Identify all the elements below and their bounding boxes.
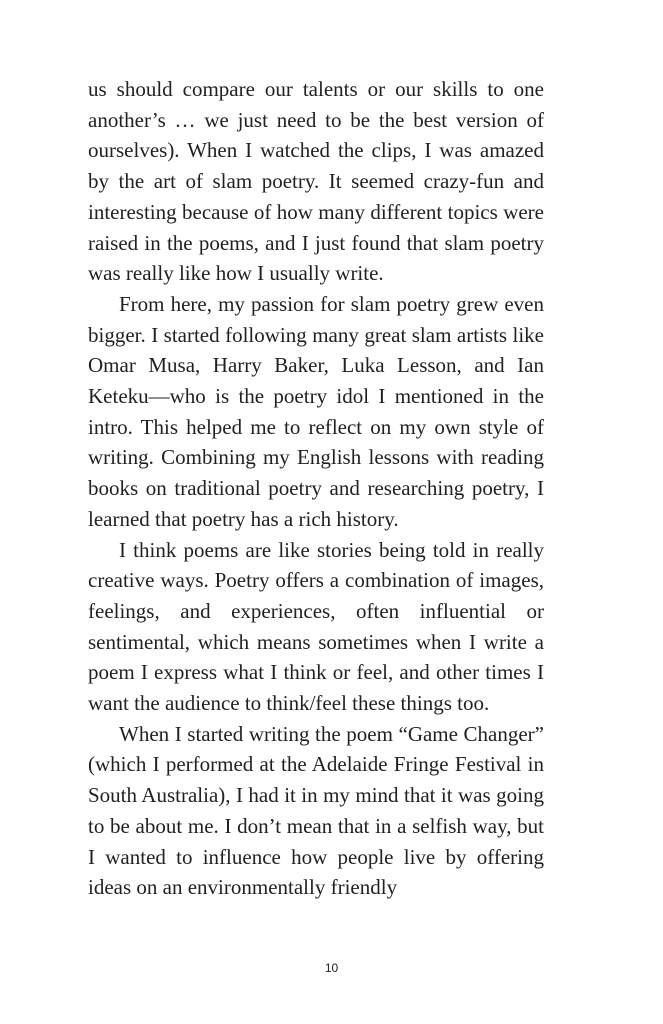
paragraph-stories: I think poems are like stories being told in really creative ways. Poetry offers a combination of images, feelings, and experiences, often influential or sentimental, which means sometimes when I write a poem I express what I think or feel, and other times I want the audience to think/feel these things too. [88,537,544,716]
paragraph-passion: From here, my passion for slam poetry grew even bigger. I started following many great slam artists like Omar Musa, Harry Baker, Luka Lesson, and Ian Keteku—who is the poetry idol I mentioned in the intro. This helped me to reflect on my own style of writing. Combining my English lessons with reading books on traditional poetry and researching poetry, I learned that poetry has a rich history. [88,291,544,531]
page-number: 10 [324,961,339,975]
paragraph-game-changer: When I started writing the poem “Game Changer” (which I performed at the Adelaide Fringe Festival in South Australia), I had it in my mind that it was going to be about me. I don’t mean that in a selfish way, but I wanted to influence how people live by offering ideas on an environmentally friendly [88,721,544,900]
body-text [88,74,544,903]
paragraph-continued: us should compare our talents or our skills to one another’s … we just need to be the best version of ourselves). When I watched the clips, I was amazed by the art of slam poetry. It seemed crazy-fun and interesting because of how many different topics were raised in the poems, and I just found that slam poetry was really like how I usually write. [88,77,544,286]
